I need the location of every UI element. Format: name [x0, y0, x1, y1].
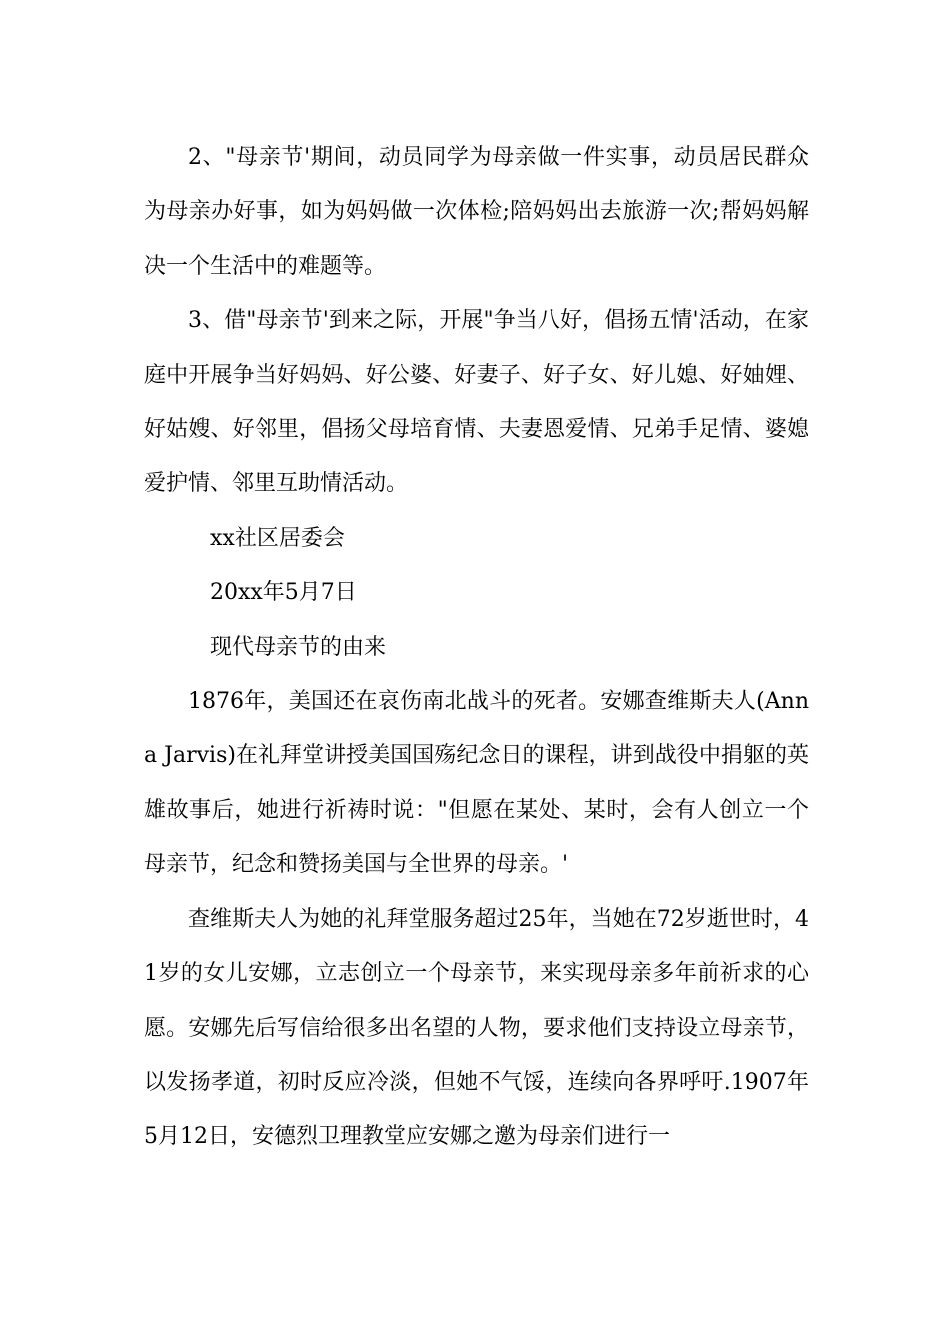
paragraph-item-3: 3、借"母亲节'到来之际，开展"争当八好，倡扬五情'活动，在家庭中开展争当好妈妈、好公婆、好妻子、好子女、好儿媳、好妯娌、好姑嫂、好邻里，倡扬父母培育情、夫妻恩爱情、兄弟手足情、婆媳爱护情、邻里互助情活动。 — [144, 308, 809, 497]
signature-date: 20xx年5月7日 — [210, 580, 357, 606]
section-title: 现代母亲节的由来 — [210, 634, 387, 660]
body-paragraph-jarvis: 查维斯夫人为她的礼拜堂服务超过25年，当她在72岁逝世时，41岁的女儿安娜，立志创立一个母亲节，来实现母亲多年前祈求的心愿。安娜先后写信给很多出名望的人物，要求他们支持设立母亲节，以发扬孝道，初时反应冷淡，但她不气馁，连续向各界呼吁.1907年5月12日，安德烈卫理教堂应安娜之邀为母亲们进行一 — [144, 906, 809, 1150]
document-body — [144, 131, 809, 1165]
signature-organization: xx社区居委会 — [210, 525, 345, 551]
body-paragraph-1876: 1876年，美国还在哀伤南北战斗的死者。安娜查维斯夫人(Anna Jarvis)在礼拜堂讲授美国国殇纪念日的课程，讲到战役中捐躯的英雄故事后，她进行祈祷时说："但愿在某处、某时，会有人创立一个母亲节，纪念和赞扬美国与全世界的母亲。' — [144, 689, 809, 878]
paragraph-item-2: 2、"母亲节'期间，动员同学为母亲做一件实事，动员居民群众为母亲办好事，如为妈妈做一次体检;陪妈妈出去旅游一次;帮妈妈解决一个生活中的难题等。 — [144, 145, 809, 279]
